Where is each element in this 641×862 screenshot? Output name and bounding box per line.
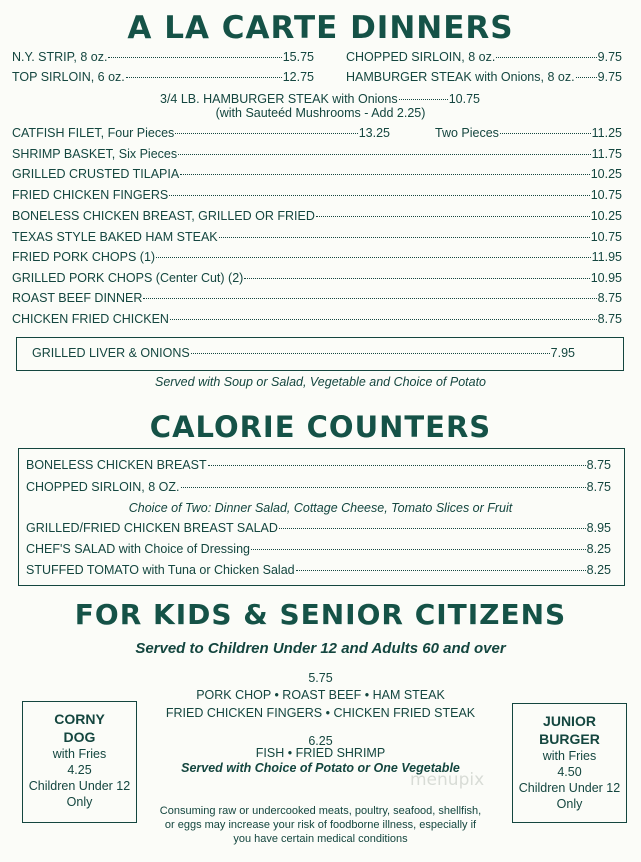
item-price: 15.75 xyxy=(282,50,314,64)
dot-leader xyxy=(178,154,591,155)
menu-item-chopped-sirloin xyxy=(346,50,622,64)
corny-dog-title-1: CORNY xyxy=(54,711,105,727)
menu-item-three-quarter-lb-hamburger xyxy=(160,92,480,106)
dot-leader xyxy=(251,549,586,550)
item-price: 7.95 xyxy=(550,346,575,360)
menu-item xyxy=(26,458,611,472)
mushroom-addon-note: (with Sauteéd Mushrooms - Add 2.25) xyxy=(215,106,426,120)
item-price: 10.75 xyxy=(448,92,480,106)
menu-item xyxy=(12,250,622,264)
dot-leader xyxy=(175,133,357,134)
menu-item-catfish-two xyxy=(435,126,622,140)
junior-burger-note-1: Children Under 12 xyxy=(518,781,621,795)
item-label: GRILLED PORK CHOPS (Center Cut) (2) xyxy=(12,271,244,285)
item-price: 8.25 xyxy=(586,563,611,577)
menu-item xyxy=(12,188,622,202)
item-price: 8.95 xyxy=(586,521,611,535)
dot-leader xyxy=(169,195,589,196)
menu-item xyxy=(12,312,622,326)
item-label: 3/4 LB. HAMBURGER STEAK with Onions xyxy=(160,92,398,106)
dot-leader xyxy=(156,257,591,258)
menu-item-catfish-four xyxy=(12,126,390,140)
menu-item xyxy=(26,563,611,577)
item-label: GRILLED LIVER & ONIONS xyxy=(32,346,190,360)
corny-dog-note-1: Children Under 12 xyxy=(28,779,131,793)
menu-item xyxy=(12,167,622,181)
item-price: 10.95 xyxy=(590,271,622,285)
item-price: 13.25 xyxy=(358,126,390,140)
corny-dog-title-2: DOG xyxy=(63,729,96,745)
kids-title: FOR KIDS & SENIOR CITIZENS xyxy=(74,598,567,631)
corny-dog-note-2: Only xyxy=(66,795,93,809)
item-label: CHEF'S SALAD with Choice of Dressing xyxy=(26,542,250,556)
calorie-title: CALORIE COUNTERS xyxy=(149,410,492,444)
item-price: 8.75 xyxy=(586,480,611,494)
item-label: HAMBURGER STEAK with Onions, 8 oz. xyxy=(346,70,575,84)
kids-line-4: Served with Choice of Potato or One Vegetable xyxy=(181,761,460,775)
menu-item xyxy=(26,480,611,494)
choice-of-two-note: Choice of Two: Dinner Salad, Cottage Cheese, Tomato Slices or Fruit xyxy=(128,501,513,515)
item-label: CHOPPED SIRLOIN, 8 oz. xyxy=(346,50,496,64)
menu-item-top-sirloin xyxy=(12,70,314,84)
dot-leader xyxy=(500,133,591,134)
item-label: BONELESS CHICKEN BREAST xyxy=(26,458,207,472)
disclaimer-line-1: Consuming raw or undercooked meats, poultry, seafood, shellfish, xyxy=(159,805,482,817)
junior-burger-with: with Fries xyxy=(542,749,597,763)
item-label: Two Pieces xyxy=(435,126,499,140)
item-price: 10.25 xyxy=(590,209,622,223)
junior-burger-title-1: JUNIOR xyxy=(543,713,596,729)
dot-leader xyxy=(143,298,596,299)
item-price: 11.75 xyxy=(591,147,622,161)
menu-item xyxy=(12,209,622,223)
item-label: BONELESS CHICKEN BREAST, GRILLED OR FRIED xyxy=(12,209,315,223)
watermark: menupix xyxy=(410,770,485,790)
kids-subtitle: Served to Children Under 12 and Adults 60 and over xyxy=(135,640,506,657)
item-label: SHRIMP BASKET, Six Pieces xyxy=(12,147,178,161)
item-label: GRILLED/FRIED CHICKEN BREAST SALAD xyxy=(26,521,278,535)
dot-leader xyxy=(108,57,281,58)
corny-dog-with: with Fries xyxy=(52,747,107,761)
item-label: CATFISH FILET, Four Pieces xyxy=(12,126,175,140)
item-price: 8.75 xyxy=(597,291,622,305)
dot-leader xyxy=(316,216,590,217)
kids-line-2: FRIED CHICKEN FINGERS • CHICKEN FRIED STEAK xyxy=(165,706,476,720)
kids-line-1: PORK CHOP • ROAST BEEF • HAM STEAK xyxy=(196,688,445,702)
dot-leader xyxy=(191,353,550,354)
dot-leader xyxy=(496,57,596,58)
dot-leader xyxy=(180,174,590,175)
item-label: GRILLED CRUSTED TILAPIA xyxy=(12,167,180,181)
dot-leader xyxy=(170,319,597,320)
item-label: CHOPPED SIRLOIN, 8 OZ. xyxy=(26,480,180,494)
disclaimer xyxy=(0,804,641,846)
menu-item xyxy=(12,271,622,285)
dot-leader xyxy=(208,465,586,466)
kids-line-3: FISH • FRIED SHRIMP xyxy=(255,746,386,760)
disclaimer-line-3: you have certain medical conditions xyxy=(233,833,408,845)
item-label: STUFFED TOMATO with Tuna or Chicken Salad xyxy=(26,563,295,577)
item-price: 9.75 xyxy=(597,70,622,84)
kids-price-1: 5.75 xyxy=(308,671,333,685)
item-label: TOP SIRLOIN, 6 oz. xyxy=(12,70,125,84)
item-label: TEXAS STYLE BAKED HAM STEAK xyxy=(12,230,218,244)
menu-item xyxy=(12,147,622,161)
item-label: CHICKEN FRIED CHICKEN xyxy=(12,312,169,326)
item-label: FRIED PORK CHOPS (1) xyxy=(12,250,156,264)
item-price: 11.25 xyxy=(591,126,622,140)
dot-leader xyxy=(399,99,448,100)
menu-item xyxy=(26,542,611,556)
item-price: 8.75 xyxy=(597,312,622,326)
item-price: 11.95 xyxy=(591,250,622,264)
menu-item-hamburger-steak xyxy=(346,70,622,84)
junior-burger-note-2: Only xyxy=(556,797,583,811)
item-price: 10.75 xyxy=(590,188,622,202)
item-price: 8.25 xyxy=(586,542,611,556)
menu-item xyxy=(26,521,611,535)
dot-leader xyxy=(244,278,589,279)
kids-price-2: 6.25 xyxy=(308,734,333,748)
disclaimer-line-2: or eggs may increase your risk of foodborne illness, especially if xyxy=(164,819,477,831)
alacarte-title: A LA CARTE DINNERS xyxy=(127,10,514,46)
dot-leader xyxy=(219,237,590,238)
item-label: ROAST BEEF DINNER xyxy=(12,291,143,305)
item-label: FRIED CHICKEN FINGERS xyxy=(12,188,169,202)
item-price: 12.75 xyxy=(282,70,314,84)
menu-item-ny-strip xyxy=(12,50,314,64)
dot-leader xyxy=(181,487,586,488)
item-price: 10.25 xyxy=(590,167,622,181)
item-label: N.Y. STRIP, 8 oz. xyxy=(12,50,108,64)
item-price: 8.75 xyxy=(586,458,611,472)
item-price: 10.75 xyxy=(590,230,622,244)
served-with-note: Served with Soup or Salad, Vegetable and Choice of Potato xyxy=(154,375,486,389)
dot-leader xyxy=(576,77,597,78)
menu-item xyxy=(12,291,622,305)
item-price: 9.75 xyxy=(597,50,622,64)
dot-leader xyxy=(279,528,586,529)
junior-burger-title-2: BURGER xyxy=(539,731,600,747)
dot-leader xyxy=(126,77,282,78)
menu-item xyxy=(12,230,622,244)
menu-item-liver xyxy=(32,346,575,360)
dot-leader xyxy=(296,570,586,571)
corny-dog-price: 4.25 xyxy=(67,763,92,777)
junior-burger-price: 4.50 xyxy=(557,765,582,779)
